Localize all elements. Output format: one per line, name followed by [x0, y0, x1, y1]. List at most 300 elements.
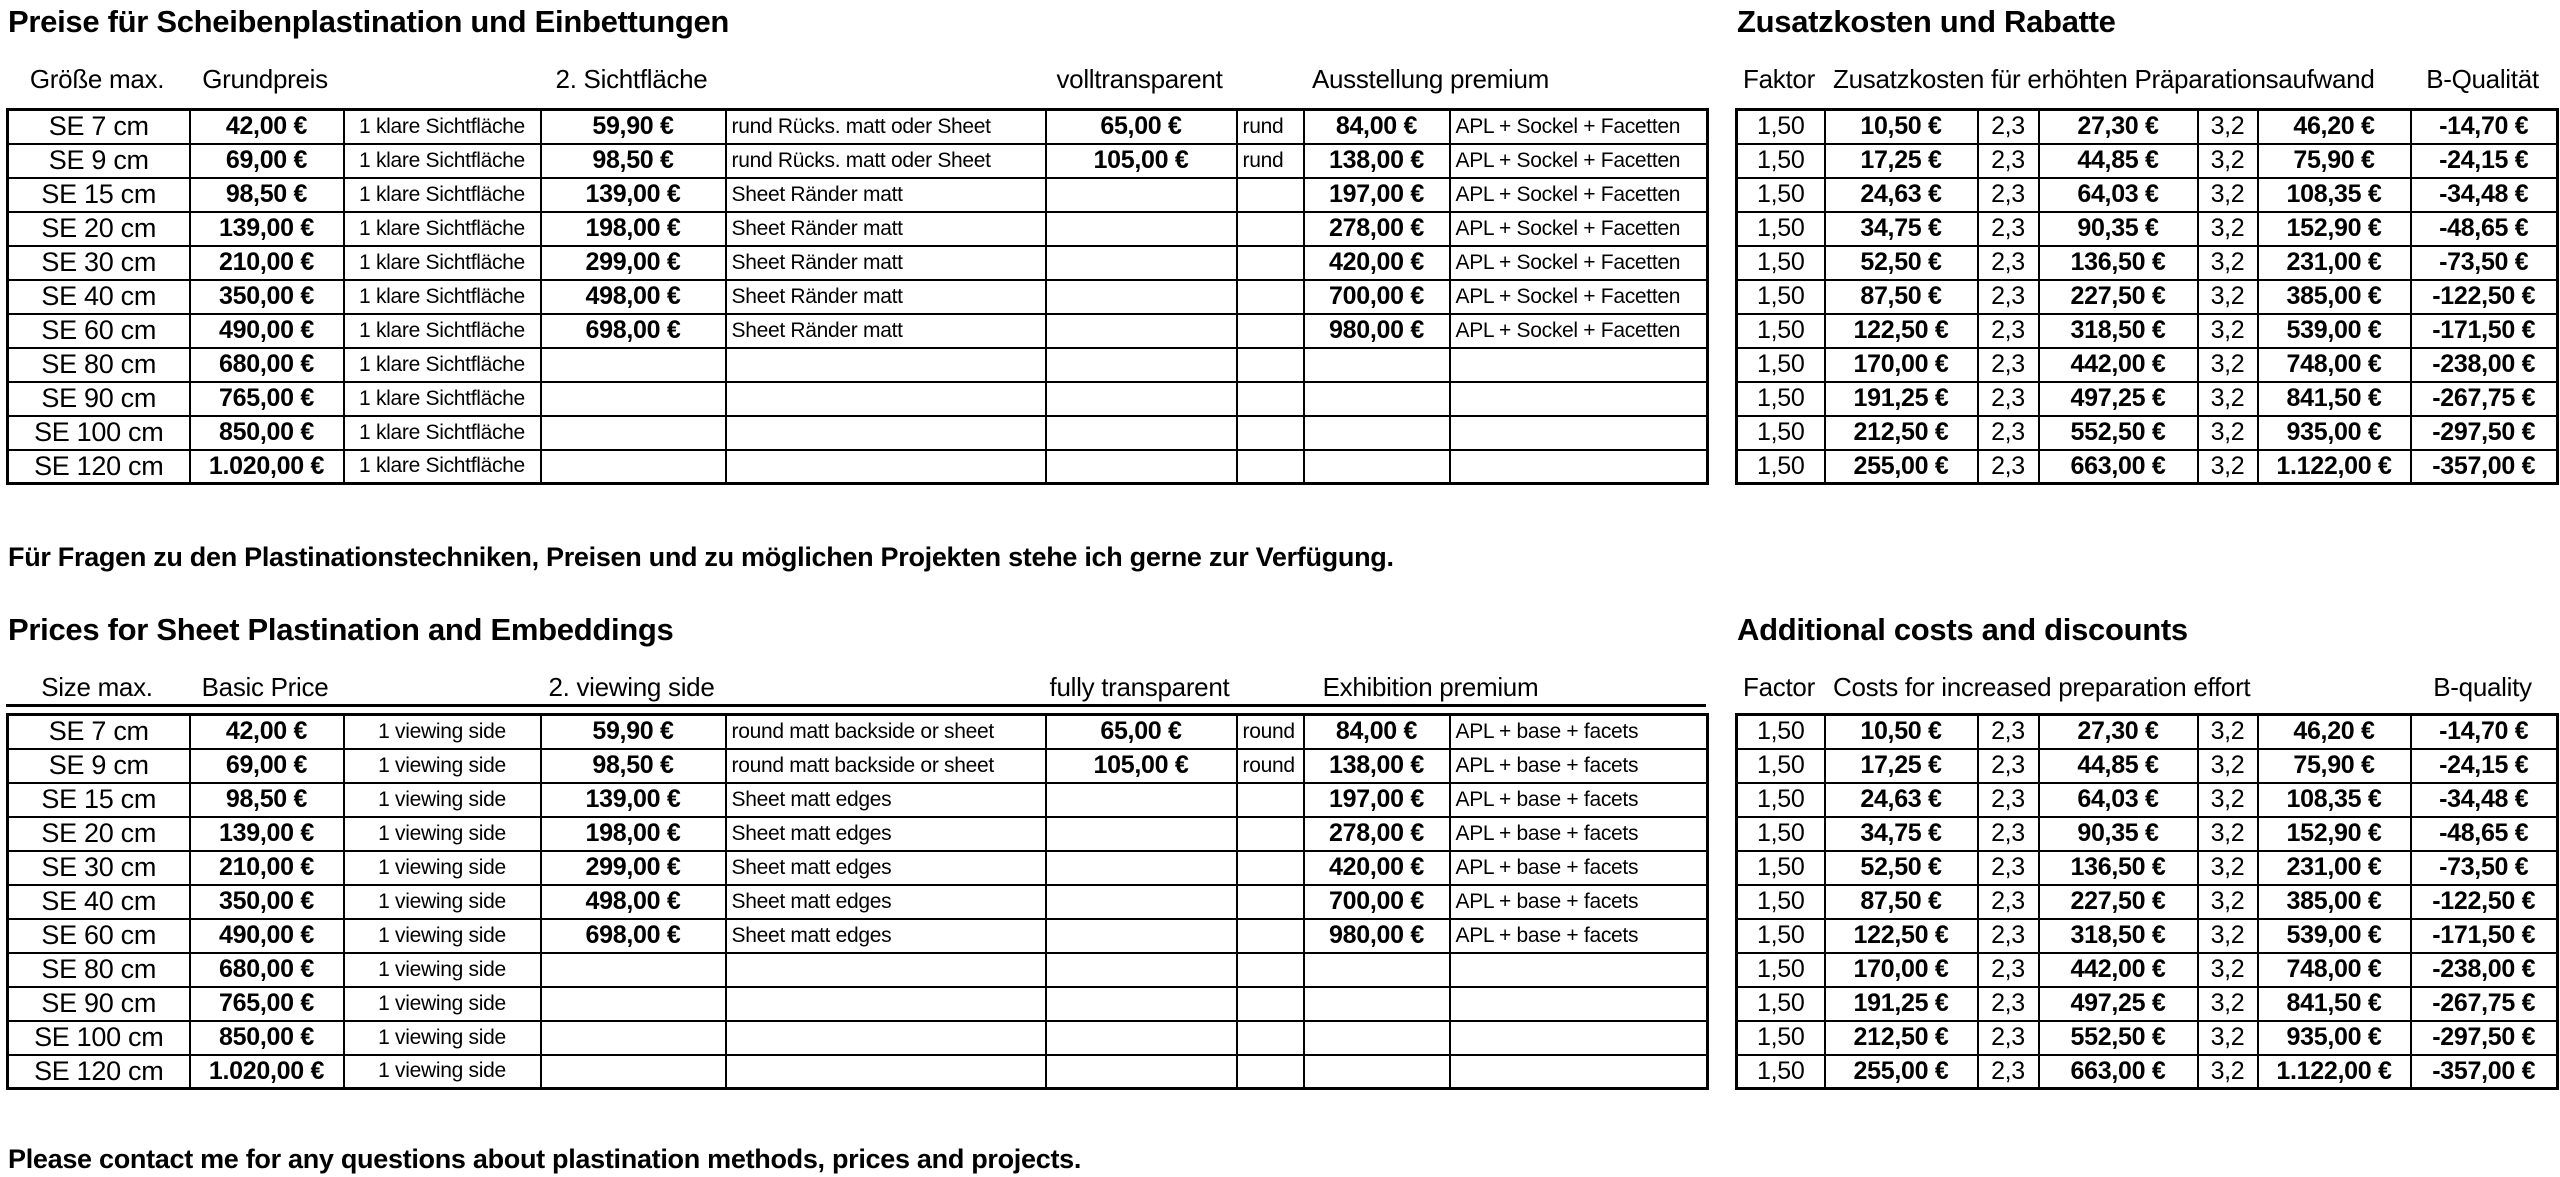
- table-cell-bq: -122,50 €: [2411, 280, 2558, 314]
- table-cell-c2: 227,50 €: [2039, 885, 2198, 919]
- table-cell-size: SE 120 cm: [8, 1055, 190, 1089]
- table-cell-c3: 841,50 €: [2258, 987, 2411, 1021]
- table-cell-second: [541, 1055, 726, 1089]
- table-cell-base_desc: 1 viewing side: [344, 749, 541, 783]
- table-cell-premium: 980,00 €: [1304, 314, 1450, 348]
- table-row: [1737, 1055, 2558, 1089]
- header-factor: Factor: [1743, 672, 1815, 702]
- table-cell-transparent: [1046, 348, 1237, 382]
- table-cell-base_desc: 1 viewing side: [344, 919, 541, 953]
- table-cell-transparent: 105,00 €: [1046, 749, 1237, 783]
- table-cell-c3: 1.122,00 €: [2258, 450, 2411, 484]
- table-cell-f2: 2,3: [1978, 919, 2039, 953]
- table-cell-premium: 84,00 €: [1304, 715, 1450, 749]
- table-cell-base_desc: 1 klare Sichtfläche: [344, 348, 541, 382]
- table-cell-premium_desc: APL + Sockel + Facetten: [1450, 178, 1708, 212]
- table-cell-c3: 108,35 €: [2258, 783, 2411, 817]
- table-cell-c2: 318,50 €: [2039, 919, 2198, 953]
- table-cell-c2: 90,35 €: [2039, 212, 2198, 246]
- header-premium: Exhibition premium: [1322, 672, 1539, 702]
- table-cell-c3: 748,00 €: [2258, 953, 2411, 987]
- table-row: [1737, 382, 2558, 416]
- table-cell-bq: -357,00 €: [2411, 1055, 2558, 1089]
- table-cell-premium: [1304, 1021, 1450, 1055]
- table-cell-c2: 27,30 €: [2039, 110, 2198, 144]
- table-cell-base_desc: 1 klare Sichtfläche: [344, 178, 541, 212]
- table-cell-second: 139,00 €: [541, 178, 726, 212]
- table-cell-c1: 191,25 €: [1825, 987, 1978, 1021]
- table-cell-bq: -297,50 €: [2411, 1021, 2558, 1055]
- table-cell-second_desc: Sheet Ränder matt: [726, 212, 1046, 246]
- de-extra-header-row: [1735, 64, 2556, 95]
- table-cell-f3: 3,2: [2198, 348, 2258, 382]
- table-cell-shape: [1237, 382, 1304, 416]
- table-cell-base_desc: 1 viewing side: [344, 783, 541, 817]
- table-cell-shape: [1237, 987, 1304, 1021]
- table-row: [1737, 885, 2558, 919]
- table-cell-c1: 34,75 €: [1825, 817, 1978, 851]
- table-cell-premium: 138,00 €: [1304, 144, 1450, 178]
- table-row: [1737, 817, 2558, 851]
- table-cell-f1: 1,50: [1737, 817, 1825, 851]
- table-row: [1737, 450, 2558, 484]
- en-extra-title-block: [1737, 612, 2188, 648]
- table-cell-c1: 24,63 €: [1825, 178, 1978, 212]
- table-cell-base: 69,00 €: [190, 749, 344, 783]
- table-cell-c2: 64,03 €: [2039, 178, 2198, 212]
- table-cell-shape: [1237, 416, 1304, 450]
- table-cell-size: SE 9 cm: [8, 749, 190, 783]
- en-extra-table: [1735, 713, 2559, 1090]
- table-cell-size: SE 100 cm: [8, 1021, 190, 1055]
- table-cell-c2: 552,50 €: [2039, 1021, 2198, 1055]
- table-row: [8, 715, 1708, 749]
- table-cell-f1: 1,50: [1737, 749, 1825, 783]
- table-cell-f2: 2,3: [1978, 885, 2039, 919]
- table-cell-f3: 3,2: [2198, 212, 2258, 246]
- table-cell-premium_desc: [1450, 1055, 1708, 1089]
- table-cell-f3: 3,2: [2198, 280, 2258, 314]
- table-cell-c2: 44,85 €: [2039, 144, 2198, 178]
- table-cell-base: 680,00 €: [190, 953, 344, 987]
- table-cell-base: 210,00 €: [190, 246, 344, 280]
- table-row: [1737, 314, 2558, 348]
- table-cell-second: 198,00 €: [541, 212, 726, 246]
- table-cell-c3: 539,00 €: [2258, 314, 2411, 348]
- table-row: [1737, 246, 2558, 280]
- table-cell-size: SE 15 cm: [8, 783, 190, 817]
- table-cell-c2: 663,00 €: [2039, 450, 2198, 484]
- table-row: [8, 144, 1708, 178]
- table-cell-size: SE 9 cm: [8, 144, 190, 178]
- table-row: [8, 1021, 1708, 1055]
- table-cell-f2: 2,3: [1978, 382, 2039, 416]
- table-cell-c3: 748,00 €: [2258, 348, 2411, 382]
- table-cell-premium: [1304, 382, 1450, 416]
- header-base-price: Basic Price: [201, 672, 329, 702]
- table-cell-size: SE 20 cm: [8, 817, 190, 851]
- table-cell-base_desc: 1 viewing side: [344, 953, 541, 987]
- table-cell-f1: 1,50: [1737, 110, 1825, 144]
- table-cell-f2: 2,3: [1978, 450, 2039, 484]
- table-cell-second_desc: Sheet Ränder matt: [726, 246, 1046, 280]
- table-cell-c2: 552,50 €: [2039, 416, 2198, 450]
- table-cell-bq: -238,00 €: [2411, 953, 2558, 987]
- table-cell-second: [541, 348, 726, 382]
- table-cell-f2: 2,3: [1978, 783, 2039, 817]
- table-row: [8, 783, 1708, 817]
- table-cell-c1: 34,75 €: [1825, 212, 1978, 246]
- table-cell-f3: 3,2: [2198, 144, 2258, 178]
- table-cell-transparent: [1046, 212, 1237, 246]
- table-cell-transparent: [1046, 783, 1237, 817]
- table-cell-second_desc: [726, 953, 1046, 987]
- table-row: [8, 749, 1708, 783]
- table-cell-f3: 3,2: [2198, 314, 2258, 348]
- table-cell-transparent: [1046, 919, 1237, 953]
- table-cell-f1: 1,50: [1737, 987, 1825, 1021]
- table-cell-second: [541, 450, 726, 484]
- table-cell-f3: 3,2: [2198, 110, 2258, 144]
- table-cell-shape: [1237, 919, 1304, 953]
- table-cell-bq: -34,48 €: [2411, 178, 2558, 212]
- table-row: [8, 919, 1708, 953]
- table-cell-base: 69,00 €: [190, 144, 344, 178]
- table-cell-f2: 2,3: [1978, 246, 2039, 280]
- table-row: [1737, 919, 2558, 953]
- table-cell-size: SE 30 cm: [8, 851, 190, 885]
- table-cell-premium: 278,00 €: [1304, 817, 1450, 851]
- table-cell-second: [541, 953, 726, 987]
- table-cell-shape: [1237, 280, 1304, 314]
- table-cell-premium: 420,00 €: [1304, 246, 1450, 280]
- table-cell-bq: -48,65 €: [2411, 212, 2558, 246]
- table-cell-c2: 90,35 €: [2039, 817, 2198, 851]
- table-cell-c3: 935,00 €: [2258, 1021, 2411, 1055]
- table-cell-shape: [1237, 450, 1304, 484]
- table-cell-base: 1.020,00 €: [190, 450, 344, 484]
- table-cell-bq: -297,50 €: [2411, 416, 2558, 450]
- table-cell-second_desc: [726, 1021, 1046, 1055]
- table-cell-f1: 1,50: [1737, 783, 1825, 817]
- table-cell-premium: 420,00 €: [1304, 851, 1450, 885]
- table-cell-base: 680,00 €: [190, 348, 344, 382]
- table-cell-premium_desc: APL + base + facets: [1450, 919, 1708, 953]
- table-cell-f3: 3,2: [2198, 715, 2258, 749]
- table-cell-c1: 122,50 €: [1825, 314, 1978, 348]
- table-cell-shape: [1237, 817, 1304, 851]
- table-cell-base_desc: 1 klare Sichtfläche: [344, 110, 541, 144]
- table-cell-f1: 1,50: [1737, 280, 1825, 314]
- table-cell-base_desc: 1 klare Sichtfläche: [344, 144, 541, 178]
- table-cell-c2: 497,25 €: [2039, 987, 2198, 1021]
- table-cell-f2: 2,3: [1978, 280, 2039, 314]
- de-contact-note: Für Fragen zu den Plastinationstechniken, Preisen und zu möglichen Projekten stehe ich gerne zur Verfügung.: [8, 542, 1394, 572]
- table-cell-base: 850,00 €: [190, 416, 344, 450]
- table-cell-shape: [1237, 885, 1304, 919]
- table-cell-base: 350,00 €: [190, 885, 344, 919]
- table-cell-transparent: 65,00 €: [1046, 110, 1237, 144]
- table-cell-shape: rund: [1237, 110, 1304, 144]
- table-cell-base_desc: 1 viewing side: [344, 817, 541, 851]
- table-cell-premium_desc: APL + base + facets: [1450, 749, 1708, 783]
- table-cell-premium: 197,00 €: [1304, 178, 1450, 212]
- table-cell-shape: [1237, 348, 1304, 382]
- table-cell-base_desc: 1 viewing side: [344, 851, 541, 885]
- table-cell-f2: 2,3: [1978, 1055, 2039, 1089]
- table-cell-f1: 1,50: [1737, 851, 1825, 885]
- table-cell-size: SE 90 cm: [8, 382, 190, 416]
- table-cell-f1: 1,50: [1737, 212, 1825, 246]
- table-cell-base_desc: 1 viewing side: [344, 1055, 541, 1089]
- table-cell-c1: 10,50 €: [1825, 715, 1978, 749]
- table-cell-transparent: 65,00 €: [1046, 715, 1237, 749]
- table-cell-c1: 170,00 €: [1825, 953, 1978, 987]
- table-cell-second_desc: Sheet matt edges: [726, 783, 1046, 817]
- table-row: [1737, 1021, 2558, 1055]
- table-cell-transparent: [1046, 1055, 1237, 1089]
- table-cell-shape: [1237, 1021, 1304, 1055]
- table-cell-f3: 3,2: [2198, 382, 2258, 416]
- table-cell-f2: 2,3: [1978, 1021, 2039, 1055]
- header-costs: Costs for increased preparation effort: [1833, 672, 2251, 702]
- en-extra-header-row: [1735, 672, 2556, 703]
- table-cell-f2: 2,3: [1978, 715, 2039, 749]
- table-cell-shape: [1237, 783, 1304, 817]
- table-cell-second: 698,00 €: [541, 919, 726, 953]
- table-row: [1737, 348, 2558, 382]
- table-cell-f2: 2,3: [1978, 348, 2039, 382]
- table-cell-f1: 1,50: [1737, 416, 1825, 450]
- table-cell-premium: 84,00 €: [1304, 110, 1450, 144]
- header-factor: Faktor: [1743, 64, 1815, 94]
- table-cell-bq: -34,48 €: [2411, 783, 2558, 817]
- table-cell-premium_desc: [1450, 450, 1708, 484]
- table-cell-bq: -171,50 €: [2411, 314, 2558, 348]
- table-cell-second: 698,00 €: [541, 314, 726, 348]
- table-cell-c3: 75,90 €: [2258, 144, 2411, 178]
- header-premium: Ausstellung premium: [1311, 64, 1550, 94]
- table-cell-c1: 122,50 €: [1825, 919, 1978, 953]
- table-cell-second: 139,00 €: [541, 783, 726, 817]
- table-cell-base: 490,00 €: [190, 314, 344, 348]
- table-cell-transparent: [1046, 280, 1237, 314]
- table-cell-second_desc: round matt backside or sheet: [726, 715, 1046, 749]
- header-b-quality: B-Qualität: [2426, 64, 2539, 94]
- table-cell-shape: rund: [1237, 144, 1304, 178]
- table-cell-c2: 27,30 €: [2039, 715, 2198, 749]
- table-cell-bq: -171,50 €: [2411, 919, 2558, 953]
- table-cell-size: SE 80 cm: [8, 348, 190, 382]
- table-cell-premium: 278,00 €: [1304, 212, 1450, 246]
- table-cell-premium: [1304, 1055, 1450, 1089]
- table-cell-f3: 3,2: [2198, 749, 2258, 783]
- table-cell-c1: 52,50 €: [1825, 246, 1978, 280]
- table-cell-premium_desc: [1450, 382, 1708, 416]
- table-cell-f1: 1,50: [1737, 953, 1825, 987]
- table-cell-second: 198,00 €: [541, 817, 726, 851]
- table-cell-premium_desc: APL + Sockel + Facetten: [1450, 212, 1708, 246]
- table-cell-c1: 87,50 €: [1825, 885, 1978, 919]
- table-cell-second_desc: [726, 348, 1046, 382]
- table-cell-second_desc: Sheet Ränder matt: [726, 314, 1046, 348]
- table-cell-c1: 24,63 €: [1825, 783, 1978, 817]
- table-cell-size: SE 7 cm: [8, 715, 190, 749]
- table-cell-c2: 442,00 €: [2039, 348, 2198, 382]
- table-row: [8, 953, 1708, 987]
- table-cell-c3: 152,90 €: [2258, 817, 2411, 851]
- de-extra-table: [1735, 108, 2559, 485]
- table-cell-second: [541, 987, 726, 1021]
- table-cell-c3: 231,00 €: [2258, 246, 2411, 280]
- table-cell-premium_desc: [1450, 1021, 1708, 1055]
- table-cell-f3: 3,2: [2198, 783, 2258, 817]
- table-cell-f3: 3,2: [2198, 987, 2258, 1021]
- table-cell-f2: 2,3: [1978, 987, 2039, 1021]
- table-row: [8, 382, 1708, 416]
- table-cell-f1: 1,50: [1737, 144, 1825, 178]
- table-cell-size: SE 80 cm: [8, 953, 190, 987]
- table-cell-size: SE 20 cm: [8, 212, 190, 246]
- table-cell-transparent: [1046, 1021, 1237, 1055]
- table-cell-c1: 17,25 €: [1825, 144, 1978, 178]
- table-cell-second_desc: Sheet matt edges: [726, 885, 1046, 919]
- table-row: [8, 416, 1708, 450]
- table-cell-c1: 255,00 €: [1825, 450, 1978, 484]
- table-cell-f2: 2,3: [1978, 314, 2039, 348]
- en-prices-title-block: [8, 612, 674, 648]
- header-second-side: 2. Sichtfläche: [555, 64, 708, 94]
- table-cell-size: SE 40 cm: [8, 885, 190, 919]
- table-cell-second: [541, 1021, 726, 1055]
- table-row: [8, 178, 1708, 212]
- table-cell-f1: 1,50: [1737, 450, 1825, 484]
- table-cell-second: 59,90 €: [541, 110, 726, 144]
- table-cell-base: 139,00 €: [190, 817, 344, 851]
- table-cell-c2: 227,50 €: [2039, 280, 2198, 314]
- table-cell-f1: 1,50: [1737, 885, 1825, 919]
- en-price-table: [6, 713, 1709, 1090]
- table-cell-second_desc: [726, 416, 1046, 450]
- table-cell-transparent: [1046, 314, 1237, 348]
- table-cell-second_desc: Sheet Ränder matt: [726, 178, 1046, 212]
- table-cell-shape: [1237, 246, 1304, 280]
- table-cell-base_desc: 1 klare Sichtfläche: [344, 382, 541, 416]
- header-transparent: volltransparent: [1056, 64, 1223, 94]
- table-cell-f1: 1,50: [1737, 382, 1825, 416]
- table-cell-transparent: [1046, 851, 1237, 885]
- de-prices-header-row: [6, 64, 1706, 95]
- table-cell-c3: 539,00 €: [2258, 919, 2411, 953]
- table-row: [1737, 715, 2558, 749]
- table-cell-c1: 87,50 €: [1825, 280, 1978, 314]
- table-cell-base_desc: 1 klare Sichtfläche: [344, 280, 541, 314]
- table-row: [8, 110, 1708, 144]
- table-cell-c1: 255,00 €: [1825, 1055, 1978, 1089]
- de-prices-title: Preise für Scheibenplastination und Einbettungen: [8, 4, 730, 39]
- table-cell-premium_desc: APL + base + facets: [1450, 885, 1708, 919]
- table-cell-f1: 1,50: [1737, 715, 1825, 749]
- table-cell-c2: 663,00 €: [2039, 1055, 2198, 1089]
- table-cell-c3: 1.122,00 €: [2258, 1055, 2411, 1089]
- table-cell-size: SE 120 cm: [8, 450, 190, 484]
- table-cell-f3: 3,2: [2198, 1055, 2258, 1089]
- table-cell-premium_desc: APL + Sockel + Facetten: [1450, 246, 1708, 280]
- table-cell-c3: 46,20 €: [2258, 110, 2411, 144]
- en-extra-title: Additional costs and discounts: [1737, 612, 2188, 647]
- table-cell-size: SE 7 cm: [8, 110, 190, 144]
- table-row: [8, 450, 1708, 484]
- en-prices-title: Prices for Sheet Plastination and Embeddings: [8, 612, 674, 647]
- table-cell-f2: 2,3: [1978, 817, 2039, 851]
- table-cell-f2: 2,3: [1978, 851, 2039, 885]
- table-cell-shape: [1237, 1055, 1304, 1089]
- table-cell-base: 765,00 €: [190, 987, 344, 1021]
- table-cell-f1: 1,50: [1737, 314, 1825, 348]
- table-cell-premium_desc: APL + base + facets: [1450, 851, 1708, 885]
- table-cell-premium: [1304, 953, 1450, 987]
- table-cell-premium_desc: APL + base + facets: [1450, 783, 1708, 817]
- table-cell-f3: 3,2: [2198, 885, 2258, 919]
- table-cell-bq: -14,70 €: [2411, 715, 2558, 749]
- table-cell-premium: [1304, 416, 1450, 450]
- table-row: [8, 987, 1708, 1021]
- table-cell-f3: 3,2: [2198, 851, 2258, 885]
- table-cell-transparent: [1046, 885, 1237, 919]
- table-cell-f1: 1,50: [1737, 348, 1825, 382]
- table-cell-bq: -14,70 €: [2411, 110, 2558, 144]
- table-cell-second_desc: Sheet Ränder matt: [726, 280, 1046, 314]
- table-cell-f2: 2,3: [1978, 953, 2039, 987]
- table-cell-premium: 197,00 €: [1304, 783, 1450, 817]
- table-row: [1737, 178, 2558, 212]
- table-cell-c3: 385,00 €: [2258, 280, 2411, 314]
- table-cell-second_desc: rund Rücks. matt oder Sheet: [726, 144, 1046, 178]
- table-cell-shape: [1237, 314, 1304, 348]
- table-cell-base_desc: 1 viewing side: [344, 987, 541, 1021]
- table-cell-c3: 841,50 €: [2258, 382, 2411, 416]
- table-row: [1737, 987, 2558, 1021]
- table-cell-base_desc: 1 klare Sichtfläche: [344, 450, 541, 484]
- table-cell-base: 139,00 €: [190, 212, 344, 246]
- table-cell-f3: 3,2: [2198, 953, 2258, 987]
- table-cell-base_desc: 1 viewing side: [344, 885, 541, 919]
- table-cell-transparent: [1046, 178, 1237, 212]
- table-cell-bq: -73,50 €: [2411, 246, 2558, 280]
- table-cell-c2: 442,00 €: [2039, 953, 2198, 987]
- table-cell-f3: 3,2: [2198, 416, 2258, 450]
- table-cell-base: 42,00 €: [190, 715, 344, 749]
- table-cell-base: 350,00 €: [190, 280, 344, 314]
- table-row: [8, 246, 1708, 280]
- table-cell-transparent: [1046, 382, 1237, 416]
- table-cell-transparent: [1046, 450, 1237, 484]
- table-cell-f1: 1,50: [1737, 1021, 1825, 1055]
- table-cell-premium_desc: [1450, 987, 1708, 1021]
- table-cell-size: SE 100 cm: [8, 416, 190, 450]
- table-cell-c2: 497,25 €: [2039, 382, 2198, 416]
- table-cell-bq: -24,15 €: [2411, 144, 2558, 178]
- table-cell-second_desc: [726, 987, 1046, 1021]
- table-cell-base_desc: 1 klare Sichtfläche: [344, 416, 541, 450]
- table-row: [1737, 416, 2558, 450]
- table-cell-c2: 44,85 €: [2039, 749, 2198, 783]
- header-second-side: 2. viewing side: [548, 672, 715, 702]
- table-cell-base_desc: 1 klare Sichtfläche: [344, 212, 541, 246]
- table-cell-second_desc: round matt backside or sheet: [726, 749, 1046, 783]
- table-cell-c1: 17,25 €: [1825, 749, 1978, 783]
- table-cell-bq: -357,00 €: [2411, 450, 2558, 484]
